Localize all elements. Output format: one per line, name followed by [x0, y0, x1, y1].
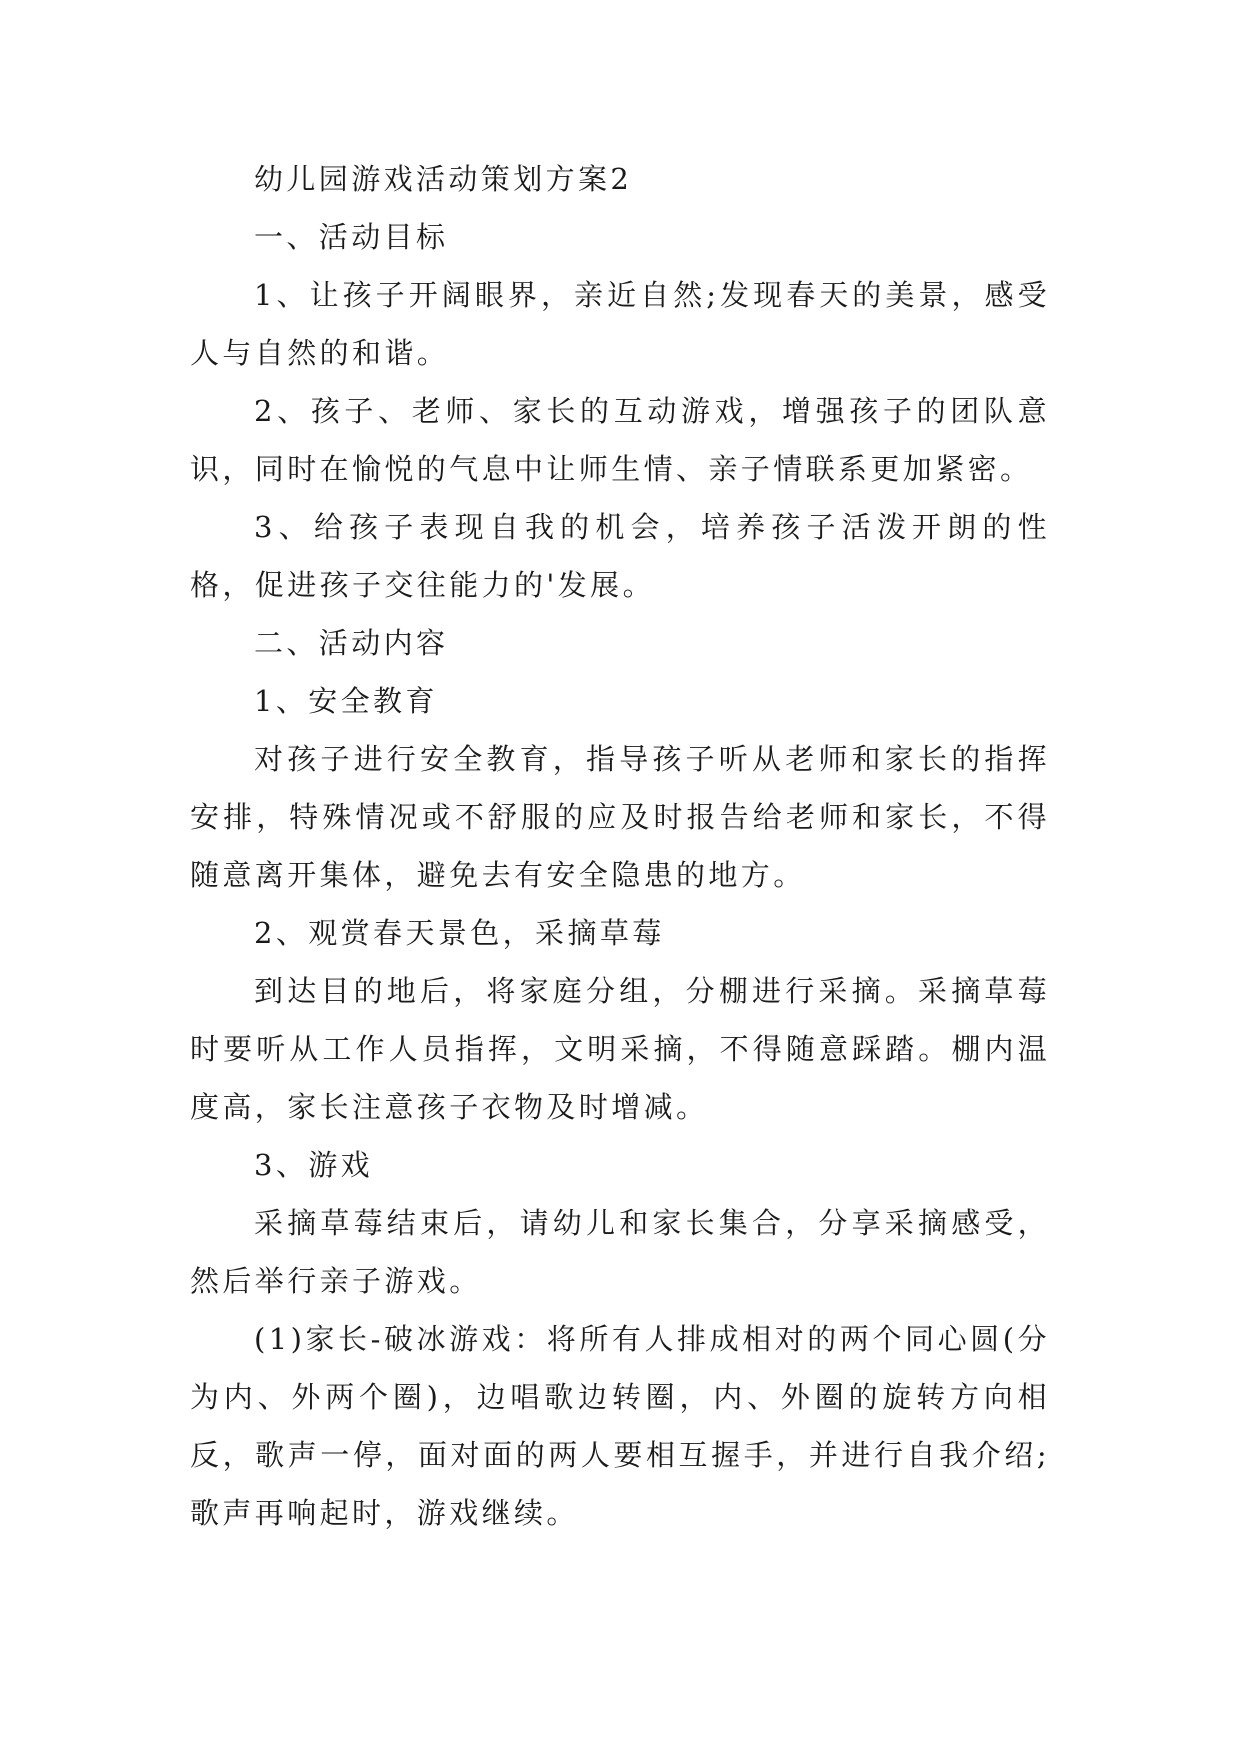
paragraph-goal-1: 1、让孩子开阔眼界，亲近自然;发现春天的美景，感受人与自然的和谐。 [190, 278, 1050, 370]
subheading-games: 3、游戏 [254, 1148, 374, 1182]
paragraph-goal-2: 2、孩子、老师、家长的互动游戏，增强孩子的团队意识，同时在愉悦的气息中让师生情、亲子情联系更加紧密。 [190, 394, 1050, 486]
paragraph-goal-3: 3、给孩子表现自我的机会，培养孩子活泼开朗的性格，促进孩子交往能力的'发展。 [190, 510, 1050, 602]
document-title: 幼儿园游戏活动策划方案2 [254, 162, 633, 196]
paragraph-safety: 对孩子进行安全教育，指导孩子听从老师和家长的指挥安排，特殊情况或不舒服的应及时报告给老师和家长，不得随意离开集体，避免去有安全隐患的地方。 [190, 742, 1050, 892]
subheading-strawberry: 2、观赏春天景色，采摘草莓 [254, 916, 665, 950]
document-body [190, 150, 1050, 1542]
section-heading-goals: 一、活动目标 [254, 220, 449, 254]
subheading-safety: 1、安全教育 [254, 684, 438, 718]
paragraph-icebreaker: (1)家长-破冰游戏：将所有人排成相对的两个同心圆(分为内、外两个圈)，边唱歌边转圈，内、外圈的旋转方向相反，歌声一停，面对面的两人要相互握手，并进行自我介绍;歌声再响起时，游戏继续。 [190, 1322, 1050, 1530]
paragraph-strawberry: 到达目的地后，将家庭分组，分棚进行采摘。采摘草莓时要听从工作人员指挥，文明采摘，不得随意踩踏。棚内温度高，家长注意孩子衣物及时增减。 [190, 974, 1050, 1124]
paragraph-games-intro: 采摘草莓结束后，请幼儿和家长集合，分享采摘感受，然后举行亲子游戏。 [190, 1206, 1050, 1298]
section-heading-content: 二、活动内容 [254, 626, 449, 660]
